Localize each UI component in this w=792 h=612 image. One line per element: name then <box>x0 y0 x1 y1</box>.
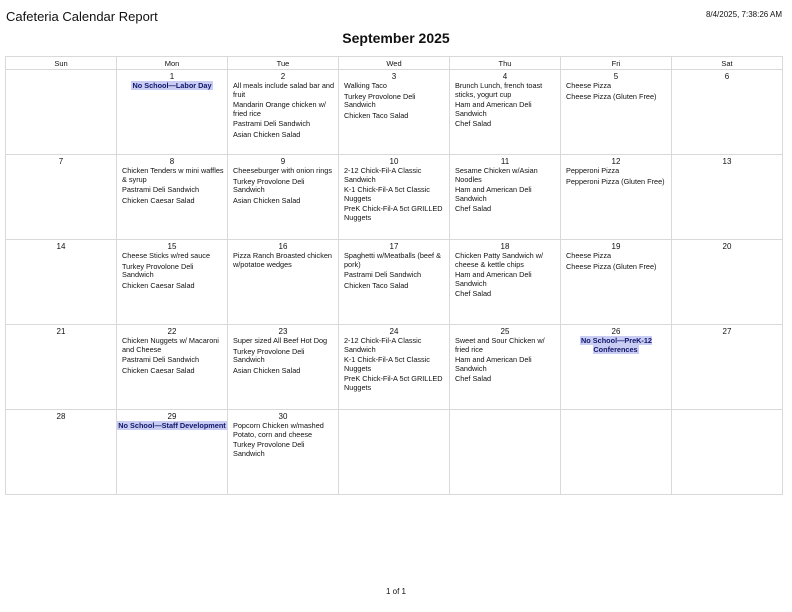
menu-item: Chicken Caesar Salad <box>122 280 195 290</box>
menu-item: Turkey Provolone Deli Sandwich <box>233 176 305 195</box>
day-number: 18 <box>500 242 510 251</box>
day-number: 30 <box>278 412 288 421</box>
menu-item: Chef Salad <box>455 204 492 214</box>
day-cell <box>228 325 339 410</box>
weekday-header: Thu <box>450 57 561 70</box>
calendar-grid <box>5 56 783 495</box>
report-title: Cafeteria Calendar Report <box>6 9 158 24</box>
menu-item: Walking Taco <box>344 81 387 90</box>
week-row <box>6 155 783 240</box>
empty-day-cell <box>672 410 783 495</box>
menu-item-list <box>228 82 338 140</box>
menu-item: Ham and American Deli Sandwich <box>455 100 532 118</box>
menu-item: K-1 Chick-Fil-A 5ct Classic Nuggets <box>344 185 430 203</box>
menu-item: Sesame Chicken w/Asian Noodles <box>455 166 538 184</box>
day-cell <box>450 325 561 410</box>
day-number: 7 <box>58 157 64 166</box>
day-number: 23 <box>278 327 288 336</box>
day-number: 25 <box>500 327 510 336</box>
menu-item: Cheese Pizza <box>566 251 612 260</box>
menu-item-list <box>228 252 338 269</box>
month-title: September 2025 <box>342 30 450 46</box>
week-row <box>6 325 783 410</box>
menu-item: Cheese Sticks w/red sauce <box>122 251 211 260</box>
menu-item: Mandarin Orange chicken w/ fried rice <box>233 100 326 118</box>
day-cell <box>6 325 117 410</box>
menu-item: Turkey Provolone Deli Sandwich <box>344 91 416 110</box>
no-school-note <box>561 337 671 354</box>
menu-item: Pepperoni Pizza (Gluten Free) <box>566 176 665 186</box>
menu-item: 2-12 Chick-Fil-A Classic Sandwich <box>344 166 422 184</box>
menu-item: Cheeseburger with onion rings <box>233 166 332 175</box>
day-number: 28 <box>56 412 66 421</box>
day-number: 3 <box>391 72 397 81</box>
week-row <box>6 240 783 325</box>
menu-item-list <box>450 82 560 129</box>
day-cell <box>228 70 339 155</box>
menu-item-list <box>561 82 671 101</box>
day-cell <box>672 240 783 325</box>
no-school-note <box>117 82 227 91</box>
day-number: 8 <box>169 157 175 166</box>
menu-item: Asian Chicken Salad <box>233 195 301 205</box>
weekday-header: Sun <box>6 57 117 70</box>
day-number: 4 <box>502 72 508 81</box>
week-row <box>6 410 783 495</box>
weekday-header: Wed <box>339 57 450 70</box>
empty-day-cell <box>561 410 672 495</box>
week-row <box>6 70 783 155</box>
no-school-note-text: No School—Labor Day <box>132 81 212 90</box>
day-cell <box>228 155 339 240</box>
menu-item: Chef Salad <box>455 289 492 299</box>
menu-item-list <box>339 82 449 120</box>
weekday-header: Tue <box>228 57 339 70</box>
day-number: 22 <box>167 327 177 336</box>
menu-item-list <box>117 252 227 290</box>
day-cell <box>672 325 783 410</box>
day-cell <box>339 70 450 155</box>
menu-item: 2-12 Chick-Fil-A Classic Sandwich <box>344 336 422 354</box>
day-cell <box>672 70 783 155</box>
menu-item-list <box>228 167 338 205</box>
menu-item: Popcorn Chicken w/mashed Potato, corn and cheese <box>233 421 324 439</box>
day-number: 13 <box>722 157 732 166</box>
day-number: 6 <box>724 72 730 81</box>
day-cell <box>450 240 561 325</box>
day-number: 26 <box>611 327 621 336</box>
day-cell <box>117 155 228 240</box>
menu-item: Turkey Provolone Deli Sandwich <box>233 346 305 365</box>
day-cell <box>6 410 117 495</box>
day-cell <box>228 410 339 495</box>
day-number: 17 <box>389 242 399 251</box>
menu-item: Chicken Taco Salad <box>344 110 409 120</box>
menu-item: K-1 Chick-Fil-A 5ct Classic Nuggets <box>344 355 430 373</box>
day-number: 12 <box>611 157 621 166</box>
no-school-note-text: No School—PreK-12 Conferences <box>581 336 652 354</box>
day-number: 9 <box>280 157 286 166</box>
menu-item: Pastrami Deli Sandwich <box>344 270 422 280</box>
menu-item-list <box>228 337 338 375</box>
day-cell <box>117 325 228 410</box>
menu-item: Asian Chicken Salad <box>233 129 301 139</box>
weekday-header: Fri <box>561 57 672 70</box>
menu-item-list <box>339 337 449 393</box>
menu-item: Ham and American Deli Sandwich <box>455 355 532 373</box>
menu-item: Cheese Pizza (Gluten Free) <box>566 261 657 271</box>
day-cell <box>339 325 450 410</box>
day-number: 2 <box>280 72 286 81</box>
menu-item: Chicken Caesar Salad <box>122 365 195 375</box>
report-timestamp: 8/4/2025, 7:38:26 AM <box>705 10 782 19</box>
day-number: 19 <box>611 242 621 251</box>
day-cell <box>117 410 228 495</box>
menu-item: Cheese Pizza (Gluten Free) <box>566 91 657 101</box>
menu-item: PreK Chick-Fil-A 5ct GRILLED Nuggets <box>344 204 443 222</box>
day-number: 16 <box>278 242 288 251</box>
menu-item: Ham and American Deli Sandwich <box>455 270 532 288</box>
no-school-note <box>117 422 227 431</box>
day-number: 5 <box>613 72 619 81</box>
empty-day-cell <box>450 410 561 495</box>
calendar-body <box>6 70 783 495</box>
menu-item: Chef Salad <box>455 374 492 384</box>
page-number: 1 of 1 <box>385 587 406 596</box>
empty-day-cell <box>339 410 450 495</box>
day-number: 11 <box>500 157 510 166</box>
menu-item: Pastrami Deli Sandwich <box>233 119 311 129</box>
day-number: 27 <box>722 327 732 336</box>
day-number: 14 <box>56 242 66 251</box>
day-cell <box>228 240 339 325</box>
day-cell <box>561 240 672 325</box>
menu-item: Chicken Nuggets w/ Macaroni and Cheese <box>122 336 219 354</box>
menu-item: PreK Chick-Fil-A 5ct GRILLED Nuggets <box>344 374 443 392</box>
day-cell <box>339 155 450 240</box>
menu-item-list <box>561 167 671 186</box>
day-number: 21 <box>56 327 66 336</box>
menu-item-list <box>339 167 449 223</box>
day-cell <box>117 240 228 325</box>
menu-item: Pizza Ranch Broasted chicken w/potatoe wedges <box>233 251 332 269</box>
day-cell <box>450 155 561 240</box>
day-cell <box>672 155 783 240</box>
menu-item: Chicken Tenders w mini waffles & syrup <box>122 166 224 184</box>
menu-item-list <box>561 252 671 271</box>
day-cell <box>6 155 117 240</box>
menu-item: Ham and American Deli Sandwich <box>455 185 532 203</box>
menu-item: Brunch Lunch, french toast sticks, yogurt cup <box>455 81 543 99</box>
day-number: 15 <box>167 242 177 251</box>
menu-item: Chicken Taco Salad <box>344 280 409 290</box>
day-cell <box>561 155 672 240</box>
menu-item: Asian Chicken Salad <box>233 365 301 375</box>
no-school-note-text: No School—Staff Development <box>118 421 226 430</box>
day-number: 20 <box>722 242 732 251</box>
menu-item: Cheese Pizza <box>566 81 612 90</box>
menu-item: Turkey Provolone Deli Sandwich <box>233 440 305 458</box>
menu-item-list <box>450 337 560 384</box>
menu-item: Chicken Caesar Salad <box>122 195 195 205</box>
menu-item: Chicken Patty Sandwich w/ cheese & kettle chips <box>455 251 544 269</box>
menu-item: Sweet and Sour Chicken w/ fried rice <box>455 336 545 354</box>
menu-item: Pastrami Deli Sandwich <box>122 185 200 195</box>
day-number: 10 <box>389 157 399 166</box>
menu-item: All meals include salad bar and fruit <box>233 81 334 99</box>
day-cell <box>117 70 228 155</box>
menu-item: Spaghetti w/Meatballs (beef & pork) <box>344 251 441 269</box>
menu-item-list <box>117 167 227 205</box>
day-cell <box>561 325 672 410</box>
menu-item: Chef Salad <box>455 119 492 129</box>
weekday-header: Mon <box>117 57 228 70</box>
day-cell <box>561 70 672 155</box>
weekday-header-row <box>6 57 783 70</box>
menu-item: Turkey Provolone Deli Sandwich <box>122 261 194 280</box>
menu-item-list <box>339 252 449 290</box>
menu-item-list <box>450 167 560 214</box>
empty-day-cell <box>6 70 117 155</box>
menu-item: Pepperoni Pizza <box>566 166 620 175</box>
day-cell <box>339 240 450 325</box>
menu-item: Pastrami Deli Sandwich <box>122 355 200 365</box>
menu-item-list <box>228 422 338 458</box>
day-cell <box>450 70 561 155</box>
day-cell <box>6 240 117 325</box>
menu-item: Super sized All Beef Hot Dog <box>233 336 328 345</box>
weekday-header: Sat <box>672 57 783 70</box>
day-number: 29 <box>167 412 177 421</box>
day-number: 1 <box>169 72 175 81</box>
day-number: 24 <box>389 327 399 336</box>
menu-item-list <box>117 337 227 375</box>
menu-item-list <box>450 252 560 299</box>
